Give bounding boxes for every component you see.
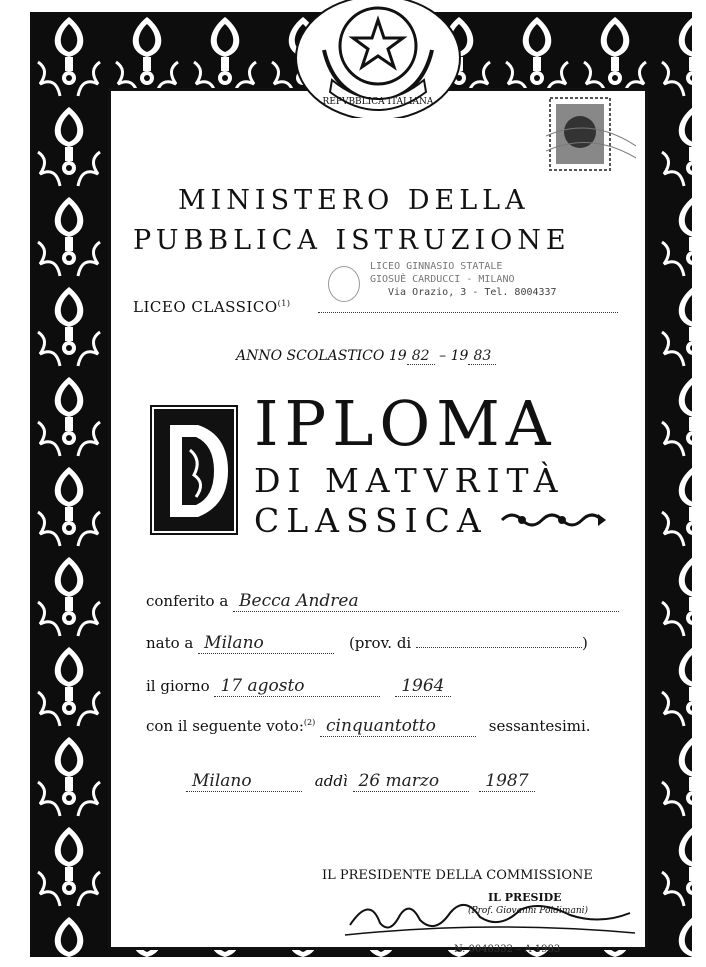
- title-diploma: IPLOMA: [254, 387, 557, 460]
- conferito-row: conferito a Becca Andrea: [146, 591, 619, 612]
- birth-year: 1964: [395, 676, 451, 697]
- stamp-line-2: GIOSUÈ CARDUCCI - MILANO: [370, 274, 515, 285]
- republic-emblem-icon: [294, 0, 462, 118]
- school-note-marker: (1): [277, 299, 291, 308]
- revenue-stamp-icon: [546, 96, 636, 176]
- emblem-text: REPVBBLICA ITALIANA: [322, 97, 434, 107]
- preside-name: (Prof. Giovanni Poidimani): [468, 906, 589, 916]
- school-stamp: [330, 260, 557, 299]
- stamp-line-1: LICEO GINNASIO STATALE: [370, 261, 503, 272]
- dropcap-box: [150, 405, 238, 535]
- ministry-title-line2: PUBBLICA ISTRUZIONE: [133, 225, 571, 256]
- preside-label: IL PRESIDE: [488, 891, 562, 904]
- birthplace: Milano: [198, 633, 334, 654]
- giorno-row: il giorno 17 agosto 1964: [146, 676, 451, 697]
- title-maturita: DI MATVRITÀ: [254, 461, 565, 500]
- school-dotted-line: [318, 312, 618, 313]
- issue-place: Milano: [186, 771, 302, 792]
- flourish-ornament-icon: [500, 508, 610, 532]
- grade-value: cinquantotto: [320, 716, 476, 737]
- title-classica: CLASSICA: [254, 501, 488, 540]
- commission-president-label: IL PRESIDENTE DELLA COMMISSIONE: [322, 868, 593, 883]
- handwritten-signature-icon: [340, 885, 640, 945]
- dropcap-ornament-icon: [150, 405, 238, 535]
- province-blank: [416, 647, 582, 648]
- place-date-row: Milano addì 26 marzo 1987: [186, 771, 535, 792]
- nato-row: nato a Milano (prov. di ): [146, 633, 588, 653]
- year-start: 82: [407, 348, 435, 365]
- birth-day: 17 agosto: [214, 676, 380, 697]
- voto-row: con il seguente voto:$^{(2)}$ cinquantotto sessantesimi.: [146, 716, 591, 736]
- school-year-line: ANNO SCOLASTICO 19 82 – 19 83: [236, 348, 496, 365]
- serial-number: N. 0048332 – A 1983: [454, 944, 561, 955]
- year-end: 83: [468, 348, 496, 365]
- ministry-title-line1: MINISTERO DELLA: [178, 185, 530, 216]
- stamp-line-3: Via Orazio, 3 - Tel. 8004337: [388, 287, 557, 298]
- issue-year: 1987: [479, 771, 535, 792]
- issue-date: 26 marzo: [353, 771, 469, 792]
- school-label: LICEO CLASSICO$^{(1)}$: [133, 298, 291, 316]
- recipient-name: Becca Andrea: [233, 591, 619, 612]
